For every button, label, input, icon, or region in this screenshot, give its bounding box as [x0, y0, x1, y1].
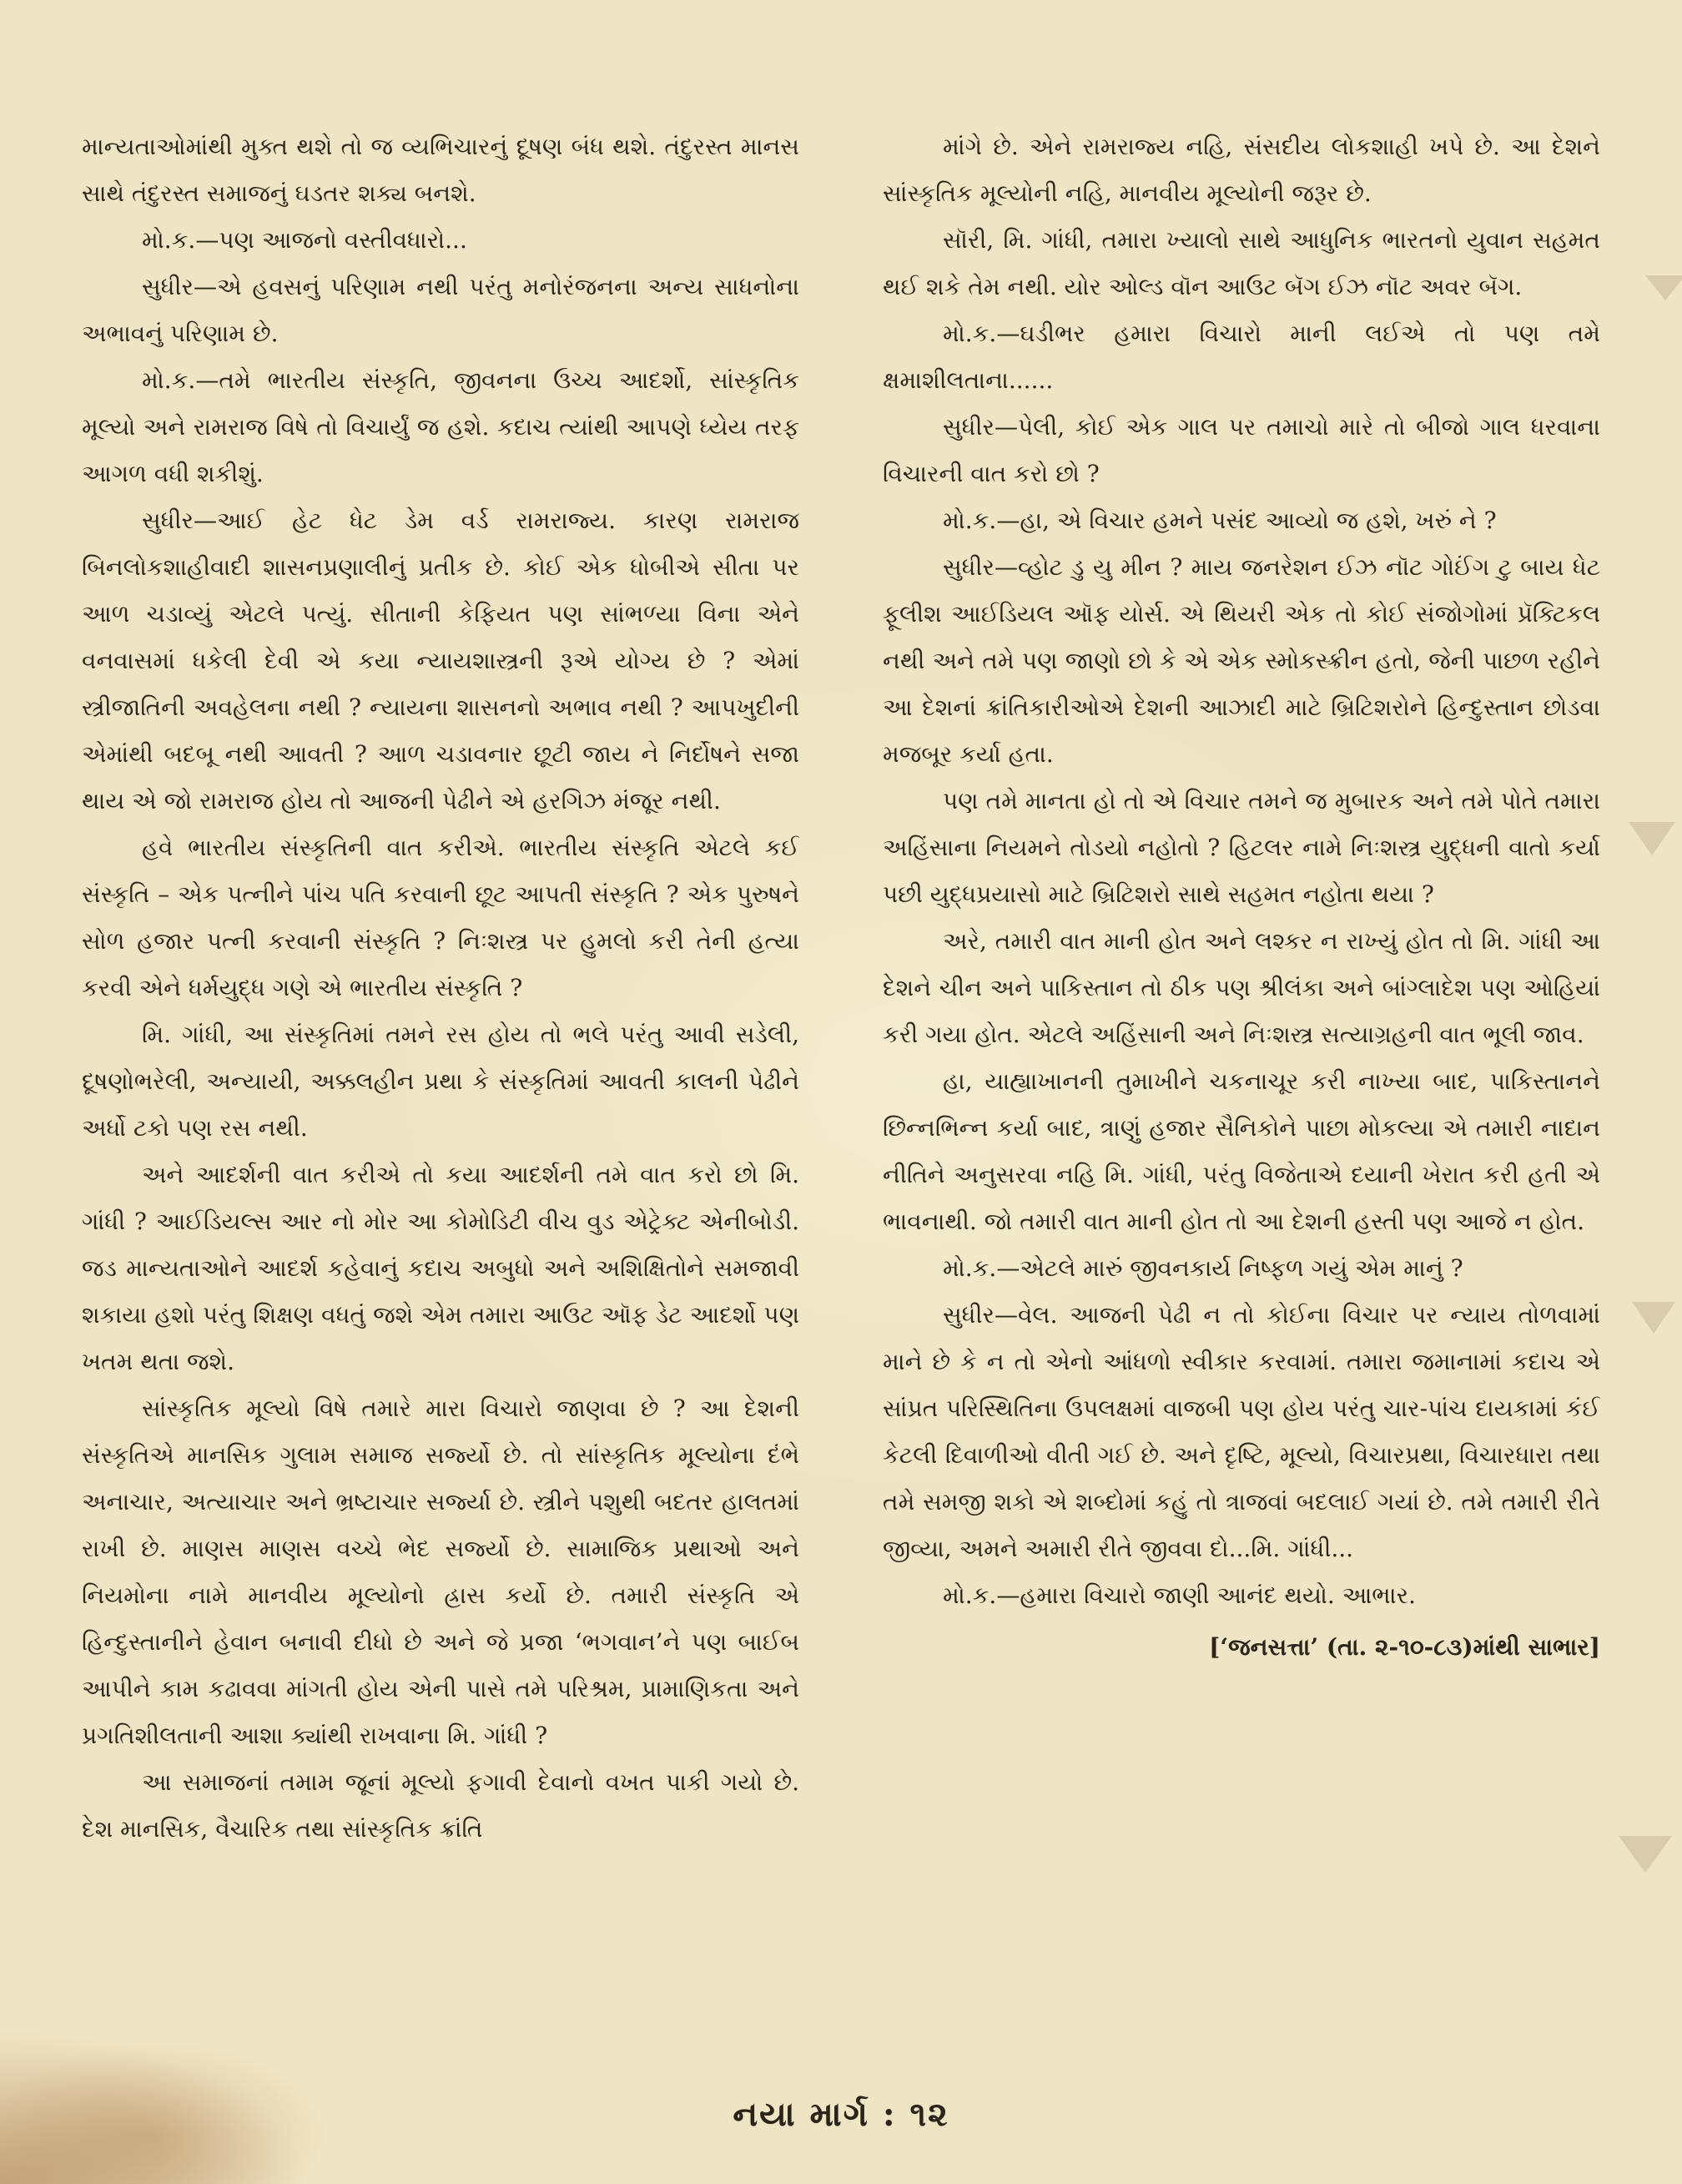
paragraph: અને આદર્શની વાત કરીએ તો કયા આદર્શની તમે વાત કરો છો મિ. ગાંધી ? આઈડિયલ્સ આર નો મોર આ કોમોડિટી વીચ વુડ એટ્રેક્ટ એનીબોડી. જડ માન્યતાઓને આદર્શ કહેવાનું કદાચ અબુધો અને અશિક્ષિતોને સમજાવી શકાયા હશો પરંતુ શિક્ષણ વધતું જશે એમ તમારા આઉટ ઑફ ડેટ આદર્શો પણ ખતમ થતા જશે.: [82, 1161, 799, 1375]
page-tear: [1619, 1836, 1672, 1873]
paragraph: અરે, તમારી વાત માની હોત અને લશ્કર ન રાખ્યું હોત તો મિ. ગાંધી આ દેશને ચીન અને પાકિસ્તાન તો ઠીક પણ શ્રીલંકા અને બાંગ્લાદેશ પણ ઓહિયાં કરી ગયા હોત. એટલે અહિંસાની અને નિઃશસ્ત્ર સત્યાગ્રહની વાત ભૂલી જાવ.: [883, 927, 1600, 1048]
paragraph: સુધીર—આઈ હેટ ધેટ ડેમ વર્ડ રામરાજ્ય. કારણ રામરાજ બિનલોકશાહીવાદી શાસનપ્રણાલીનું પ્રતીક છે. કોઈ એક ધોબીએ સીતા પર આળ ચડાવ્યું એટલે પત્યું. સીતાની કેફિયત પણ સાંભળ્યા વિના એને વનવાસમાં ધકેલી દેવી એ કયા ન્યાયશાસ્ત્રની રૂએ યોગ્ય છે ? એમાં સ્ત્રીજાતિની અવહેલના નથી ? ન્યાયના શાસનનો અભાવ નથી ? આપખુદીની એમાંથી બદબૂ નથી આવતી ? આળ ચડાવનાર છૂટી જાય ને નિર્દોષને સજા થાય એ જો રામરાજ હોય તો આજની પેઢીને એ હરગિઝ મંજૂર નથી.: [82, 507, 799, 815]
paragraph: હા, યાહ્યાખાનની તુમાખીને ચકનાચૂર કરી નાખ્યા બાદ, પાકિસ્તાનને છિન્નભિન્ન કર્યા બાદ, ત્રાણું હજાર સૈનિકોને પાછા મોકલ્યા એ તમારી નાદાન નીતિને અનુસરવા નહિ મિ. ગાંધી, પરંતુ વિજેતાએ દયાની ખેરાત કરી હતી એ ભાવનાથી. જો તમારી વાત માની હોત તો આ દેશની હસ્તી પણ આજે ન હોત.: [883, 1067, 1600, 1235]
paragraph: સાંસ્કૃતિક મૂલ્યો વિષે તમારે મારા વિચારો જાણવા છે ? આ દેશની સંસ્કૃતિએ માનસિક ગુલામ સમાજ સર્જ્યો છે. તો સાંસ્કૃતિક મૂલ્યોના દંભે અનાચાર, અત્યાચાર અને ભ્રષ્ટાચાર સર્જ્યા છે. સ્ત્રીને પશુથી બદતર હાલતમાં રાખી છે. માણસ માણસ વચ્ચે ભેદ સર્જ્યો છે. સામાજિક પ્રથાઓ અને નિયમોના નામે માનવીય મૂલ્યોનો હ્રાસ કર્યો છે. તમારી સંસ્કૃતિ એ હિન્દુસ્તાનીને હેવાન બનાવી દીધો છે અને જે પ્રજા ‘ભગવાન’ને પણ બાઈબ આપીને કામ કઢાવવા માંગતી હોય એની પાસે તમે પરિશ્રમ, પ્રામાણિકતા અને પ્રગતિશીલતાની આશા ક્યાંથી રાખવાના મિ. ગાંધી ?: [82, 1395, 799, 1749]
page-tear: [1632, 1302, 1675, 1334]
paragraph: સુધીર—વ્હોટ ડુ યુ મીન ? માય જનરેશન ઈઝ નૉટ ગોઈંગ ટુ બાય ધેટ ફૂલીશ આઈડિયલ ઑફ યોર્સ. એ થિયરી એક તો કોઈ સંજોગોમાં પ્રૅક્ટિકલ નથી અને તમે પણ જાણો છો કે એ એક સ્મોકસ્ક્રીન હતો, જેની પાછળ રહીને આ દેશનાં ક્રાંતિકારીઓએ દેશની આઝાદી માટે બ્રિટિશરોને હિન્દુસ્તાન છોડવા મજબૂર કર્યા હતા.: [883, 553, 1600, 768]
paragraph: મો.ક.—પણ આજનો વસ્તીવધારો...: [142, 226, 467, 254]
paragraph: પણ તમે માનતા હો તો એ વિચાર તમને જ મુબારક અને તમે પોતે તમારા અહિંસાના નિયમને તોડયો નહોતો ? હિટલર નામે નિઃશસ્ત્ર યુદ્ધની વાતો કર્યા પછી યુદ્ધપ્રયાસો માટે બ્રિટિશરો સાથે સહમત નહોતા થયા ?: [883, 787, 1600, 908]
page-footer: નયા માર્ગ : ૧૨: [733, 2095, 949, 2134]
paragraph: આ સમાજનાં તમામ જૂનાં મૂલ્યો ફગાવી દેવાનો વખત પાકી ગયો છે. દેશ માનસિક, વૈચારિક તથા સાંસ્કૃતિક ક્રાંતિ: [82, 1768, 799, 1843]
left-column: [82, 124, 799, 1993]
page-tear: [1645, 275, 1682, 300]
paragraph: મો.ક.—એટલે મારું જીવનકાર્ય નિષ્ફળ ગયું એમ માનું ?: [943, 1254, 1463, 1282]
paragraph: સુધીર—એ હવસનું પરિણામ નથી પરંતુ મનોરંજનના અન્ય સાધનોના અભાવનું પરિણામ છે.: [82, 273, 799, 347]
paragraph: સુધીર—વેલ. આજની પેઢી ન તો કોઈના વિચાર પર ન્યાય તોળવામાં માને છે કે ન તો એનો આંધળો સ્વીકાર કરવામાં. તમારા જમાનામાં કદાચ એ સાંપ્રત પરિસ્થિતિના ઉપલક્ષમાં વાજબી પણ હોય પરંતુ ચાર-પાંચ દાયકામાં કંઈ કેટલી દિવાળીઓ વીતી ગઈ છે. અને દૃષ્ટિ, મૂલ્યો, વિચારપ્રથા, વિચારધારા તથા તમે સમજી શકો એ શબ્દોમાં કહું તો ત્રાજવાં બદલાઈ ગયાં છે. તમે તમારી રીતે જીવ્યા, અમને અમારી રીતે જીવવા દો...મિ. ગાંધી...: [883, 1301, 1600, 1562]
paragraph: સૉરી, મિ. ગાંધી, તમારા ખ્યાલો સાથે આધુનિક ભારતનો યુવાન સહમત થઈ શકે તેમ નથી. યોર ઓલ્ડ વૉન આઉટ બૅગ ઈઝ નૉટ અવર બૅગ.: [883, 226, 1600, 300]
paragraph: મો.ક.—હા, એ વિચાર હમને પસંદ આવ્યો જ હશે, ખરું ને ?: [943, 507, 1497, 534]
page-tear: [1629, 822, 1675, 855]
source-note: [‘જનસત્તા’ (તા. ૨-૧૦-૮૩)માંથી સાભાર]: [1209, 1633, 1600, 1661]
paragraph: સુધીર—પેલી, કોઈ એક ગાલ પર તમાચો મારે તો બીજો ગાલ ધરવાના વિચારની વાત કરો છો ?: [883, 413, 1600, 487]
paragraph: મો.ક.—હમારા વિચારો જાણી આનંદ થયો. આભાર.: [943, 1581, 1416, 1609]
paragraph: મો.ક.—ઘડીભર હમારા વિચારો માની લઈએ તો પણ તમે ક્ષમાશીલતાના......: [883, 320, 1600, 394]
paragraph: હવે ભારતીય સંસ્કૃતિની વાત કરીએ. ભારતીય સંસ્કૃતિ એટલે કઈ સંસ્કૃતિ – એક પત્નીને પાંચ પતિ કરવાની છૂટ આપતી સંસ્કૃતિ ? એક પુરુષને સોળ હજાર પત્ની કરવાની સંસ્કૃતિ ? નિઃશસ્ત્ર પર હુમલો કરી તેની હત્યા કરવી એને ધર્મયુદ્ધ ગણે એ ભારતીય સંસ્કૃતિ ?: [82, 834, 799, 1001]
right-column: [883, 124, 1600, 1993]
paragraph: મો.ક.—તમે ભારતીય સંસ્કૃતિ, જીવનના ઉચ્ચ આદર્શો, સાંસ્કૃતિક મૂલ્યો અને રામરાજ વિષે તો વિચાર્યું જ હશે. કદાચ ત્યાંથી આપણે ધ્યેય તરફ આગળ વધી શકીશું.: [82, 366, 799, 487]
paragraph: માન્યતાઓમાંથી મુક્ત થશે તો જ વ્યભિચારનું દૂષણ બંધ થશે. તંદુરસ્ત માનસ સાથે તંદુરસ્ત સમાજનું ઘડતર શક્ય બનશે.: [82, 133, 799, 207]
paragraph: મિ. ગાંધી, આ સંસ્કૃતિમાં તમને રસ હોય તો ભલે પરંતુ આવી સડેલી, દૂષણોભરેલી, અન્યાયી, અક્કલહીન પ્રથા કે સંસ્કૃતિમાં આવતી કાલની પેઢીને અર્ધો ટકો પણ રસ નથી.: [82, 1021, 799, 1142]
paragraph: માંગે છે. એને રામરાજ્ય નહિ, સંસદીય લોકશાહી ખપે છે. આ દેશને સાંસ્કૃતિક મૂલ્યોની નહિ, માનવીય મૂલ્યોની જરૂર છે.: [883, 133, 1600, 207]
